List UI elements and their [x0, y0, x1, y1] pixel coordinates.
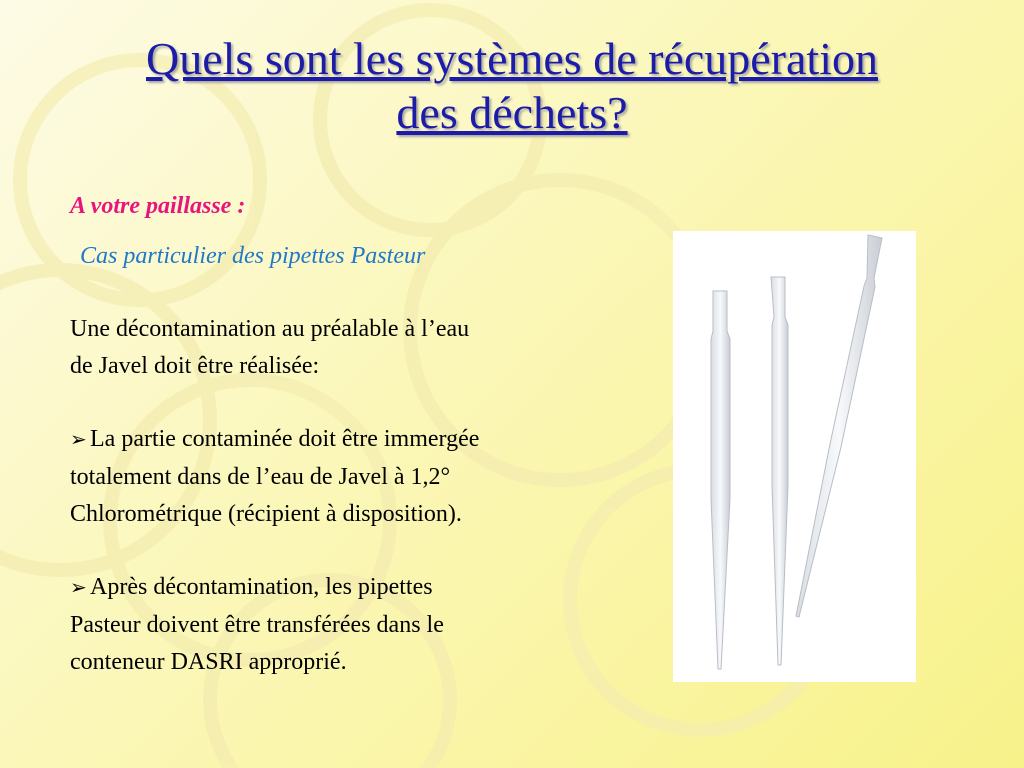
title-line-2: des déchets?: [396, 87, 628, 138]
pipette-1: [711, 291, 730, 669]
intro-paragraph: Une décontamination au préalable à l’eau de Javel doit être réalisée:: [70, 316, 470, 379]
pipette-2: [771, 277, 788, 665]
pasteur-pipettes-photo: [673, 231, 916, 682]
section-subtitle: A votre paillasse :: [70, 193, 246, 219]
slide-title: [40, 32, 984, 140]
title-line-1: Quels sont les systèmes de récupération: [146, 33, 878, 84]
body-text: [70, 311, 630, 717]
bullet-2: ➢ Après décontamination, les pipettes Pasteur doivent être transférées dans le conteneur DASRI approprié.: [70, 569, 630, 681]
arrow-bullet-icon: ➢: [70, 429, 87, 451]
arrow-bullet-icon: ➢: [70, 577, 87, 599]
bullet-1: ➢ La partie contaminée doit être immergée totalement dans de l’eau de Javel à 1,2° Chlorométrique (récipient à disposition).: [70, 421, 630, 533]
case-label: Cas particulier des pipettes Pasteur: [80, 243, 426, 269]
pipette-3: [796, 235, 882, 617]
